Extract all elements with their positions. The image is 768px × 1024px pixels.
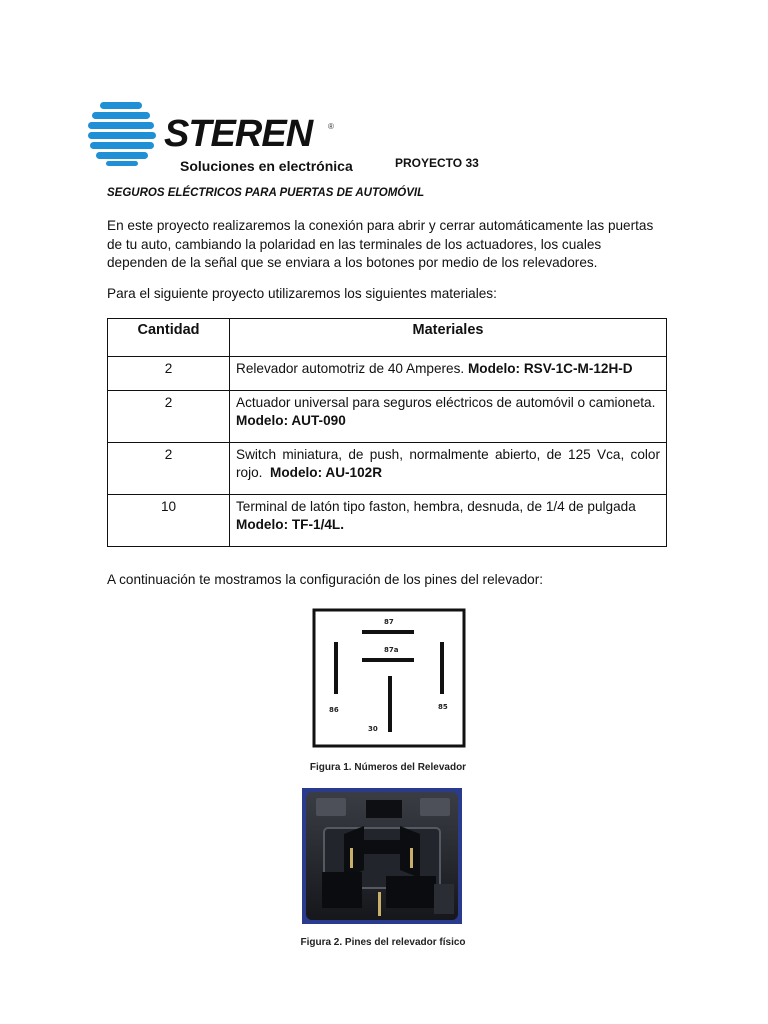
- material-cell: [230, 391, 667, 443]
- relay-photo-icon: [302, 788, 462, 924]
- table-header-row: [108, 319, 667, 357]
- table-row: [108, 391, 667, 443]
- pin-85-bar: [440, 642, 444, 694]
- pin-87a-bar: [362, 658, 414, 662]
- material-model: Modelo: RSV-1C-M-12H-D: [467, 361, 633, 376]
- material-description: Switch miniatura, de push, normalmente abierto, de 125 Vca, color rojo.: [236, 447, 660, 480]
- figure1-caption: Figura 1. Números del Relevador: [309, 762, 467, 773]
- steren-logo: [88, 100, 378, 178]
- pin-87-bar: [362, 630, 414, 634]
- material-cell: [230, 443, 667, 495]
- pin-87a-label: 87a: [384, 646, 399, 654]
- header-quantity: Cantidad: [108, 319, 230, 357]
- pins-intro: A continuación te mostramos la configuración de los pines del relevador:: [107, 572, 544, 587]
- material-model: Modelo: AUT-090: [236, 413, 346, 428]
- quantity-cell: 2: [108, 391, 230, 443]
- material-model: Modelo: AU-102R: [270, 465, 383, 480]
- table-row: [108, 495, 667, 547]
- materials-intro: Para el siguiente proyecto utilizaremos los siguientes materiales:: [107, 286, 497, 301]
- pin-87-label: 87: [384, 618, 394, 626]
- material-model: Modelo: TF-1/4L.: [236, 517, 344, 532]
- material-cell: [230, 495, 667, 547]
- pin-86-label: 86: [329, 706, 339, 714]
- figure2-caption: Figura 2. Pines del relevador físico: [300, 937, 466, 948]
- pin-85-label: 85: [438, 703, 448, 711]
- project-number: PROYECTO 33: [395, 156, 479, 170]
- table-row: [108, 357, 667, 391]
- pin-86-bar: [334, 642, 338, 694]
- quantity-cell: 2: [108, 443, 230, 495]
- registered-mark: ®: [328, 122, 334, 131]
- relay-pin-diagram: [312, 608, 466, 748]
- page-subtitle: SEGUROS ELÉCTRICOS PARA PUERTAS DE AUTOMÓVIL: [107, 187, 425, 199]
- material-description: Relevador automotriz de 40 Amperes.: [236, 361, 465, 376]
- header-materials: Materiales: [230, 319, 667, 357]
- pin-30-bar: [388, 676, 392, 732]
- table-row: [108, 443, 667, 495]
- quantity-cell: 10: [108, 495, 230, 547]
- brand-tagline: Soluciones en electrónica: [180, 158, 353, 174]
- brand-name: STEREN: [164, 113, 313, 155]
- material-description: Actuador universal para seguros eléctricos de automóvil o camioneta.: [236, 395, 656, 410]
- pin-30-label: 30: [368, 725, 378, 733]
- materials-table: [107, 318, 667, 547]
- material-description: Terminal de latón tipo faston, hembra, desnuda, de 1/4 de pulgada: [236, 499, 636, 514]
- steren-stripes-icon: [88, 100, 160, 166]
- material-cell: [230, 357, 667, 391]
- quantity-cell: 2: [108, 357, 230, 391]
- intro-paragraph: En este proyecto realizaremos la conexión para abrir y cerrar automáticamente las puertas de tu auto, cambiando la polaridad en las terminales de los actuadores, los cuales dependen de la señal que se enviara a los botones por medio de los relevadores.: [107, 218, 654, 270]
